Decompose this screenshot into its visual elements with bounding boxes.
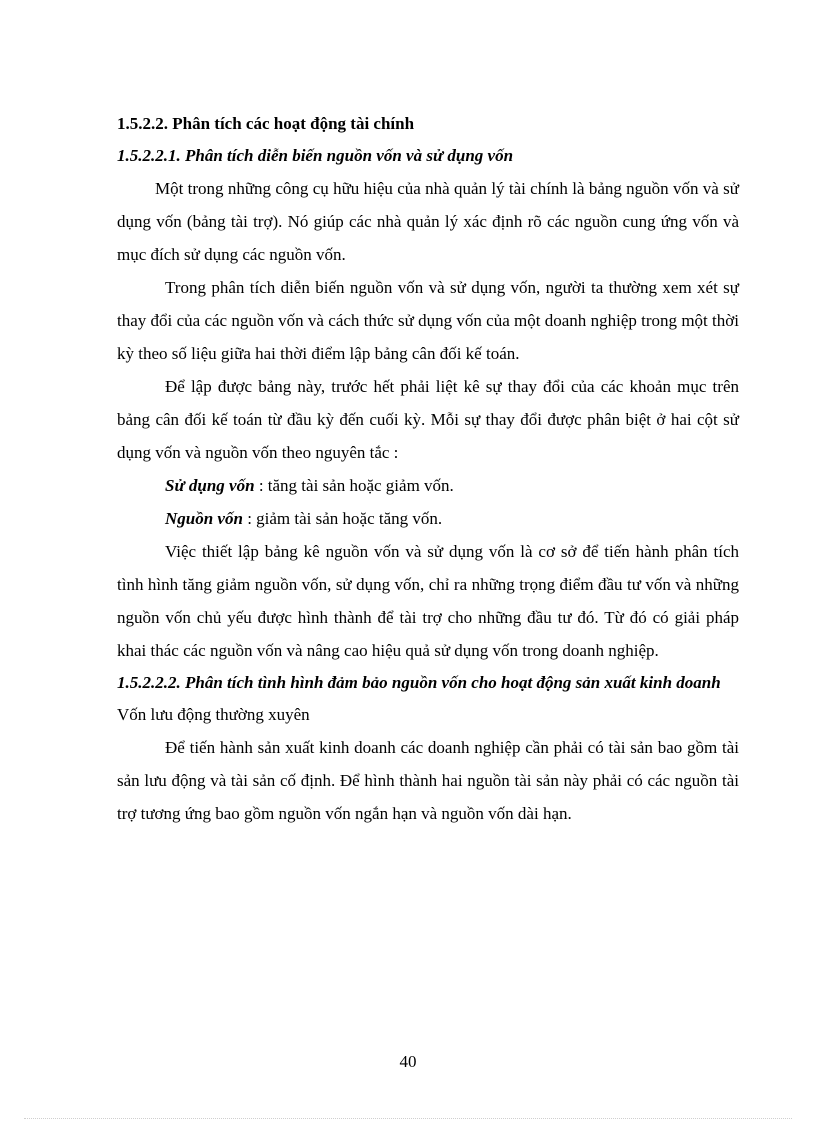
paragraph: Để lập được bảng này, trước hết phải liệt kê sự thay đổi của các khoản mục trên bảng cân đối kế toán từ đầu kỳ đến cuối kỳ. Mỗi sự thay đổi được phân biệt ở hai cột sử dụng vốn và nguồn vốn theo nguyên tắc : (117, 377, 739, 462)
definition-term: Sử dụng vốn (165, 476, 255, 495)
subsection-heading: 1.5.2.2.2. Phân tích tình hình đảm bảo nguồn vốn cho hoạt động sản xuất kinh doanh (117, 673, 721, 692)
paragraph: Một trong những công cụ hữu hiệu của nhà quản lý tài chính là bảng nguồn vốn và sử dụng vốn (bảng tài trợ). Nó giúp các nhà quản lý xác định rõ các nguồn cung ứng vốn và mục đích sử dụng các nguồn vốn. (117, 179, 739, 264)
page-number: 40 (399, 1052, 417, 1071)
section-heading: 1.5.2.2. Phân tích các hoạt động tài chính (117, 114, 415, 133)
definition-use-of-funds (117, 469, 739, 502)
definition-text: : tăng tài sản hoặc giảm vốn. (254, 476, 454, 495)
definition-term: Nguồn vốn (165, 509, 243, 528)
paragraph: Để tiến hành sản xuất kinh doanh các doanh nghiệp cần phải có tài sản bao gồm tài sản lưu động và tài sản cố định. Để hình thành hai nguồn tài sản này phải có các nguồn tài trợ tương ứng bao gồm nguồn vốn ngắn hạn và nguồn vốn dài hạn. (117, 738, 739, 823)
subsection-heading: 1.5.2.2.1. Phân tích diễn biến nguồn vốn và sử dụng vốn (117, 146, 514, 165)
definition-text: : giảm tài sản hoặc tăng vốn. (242, 509, 443, 528)
paragraph: Việc thiết lập bảng kê nguồn vốn và sử dụng vốn là cơ sở để tiến hành phân tích tình hình tăng giảm nguồn vốn, sử dụng vốn, chỉ ra những trọng điểm đầu tư vốn và những nguồn vốn chủ yếu được hình thành để tài trợ cho những đầu tư đó. Từ đó có giải pháp khai thác các nguồn vốn và nâng cao hiệu quả sử dụng vốn trong doanh nghiệp. (117, 542, 739, 660)
subheading: Vốn lưu động thường xuyên (117, 705, 310, 724)
document-page (117, 108, 739, 830)
page-bottom-divider (24, 1118, 792, 1119)
definition-source-of-funds (117, 502, 739, 535)
paragraph: Trong phân tích diễn biến nguồn vốn và sử dụng vốn, người ta thường xem xét sự thay đổi của các nguồn vốn và cách thức sử dụng vốn của một doanh nghiệp trong một thời kỳ theo số liệu giữa hai thời điểm lập bảng cân đối kế toán. (117, 278, 739, 363)
